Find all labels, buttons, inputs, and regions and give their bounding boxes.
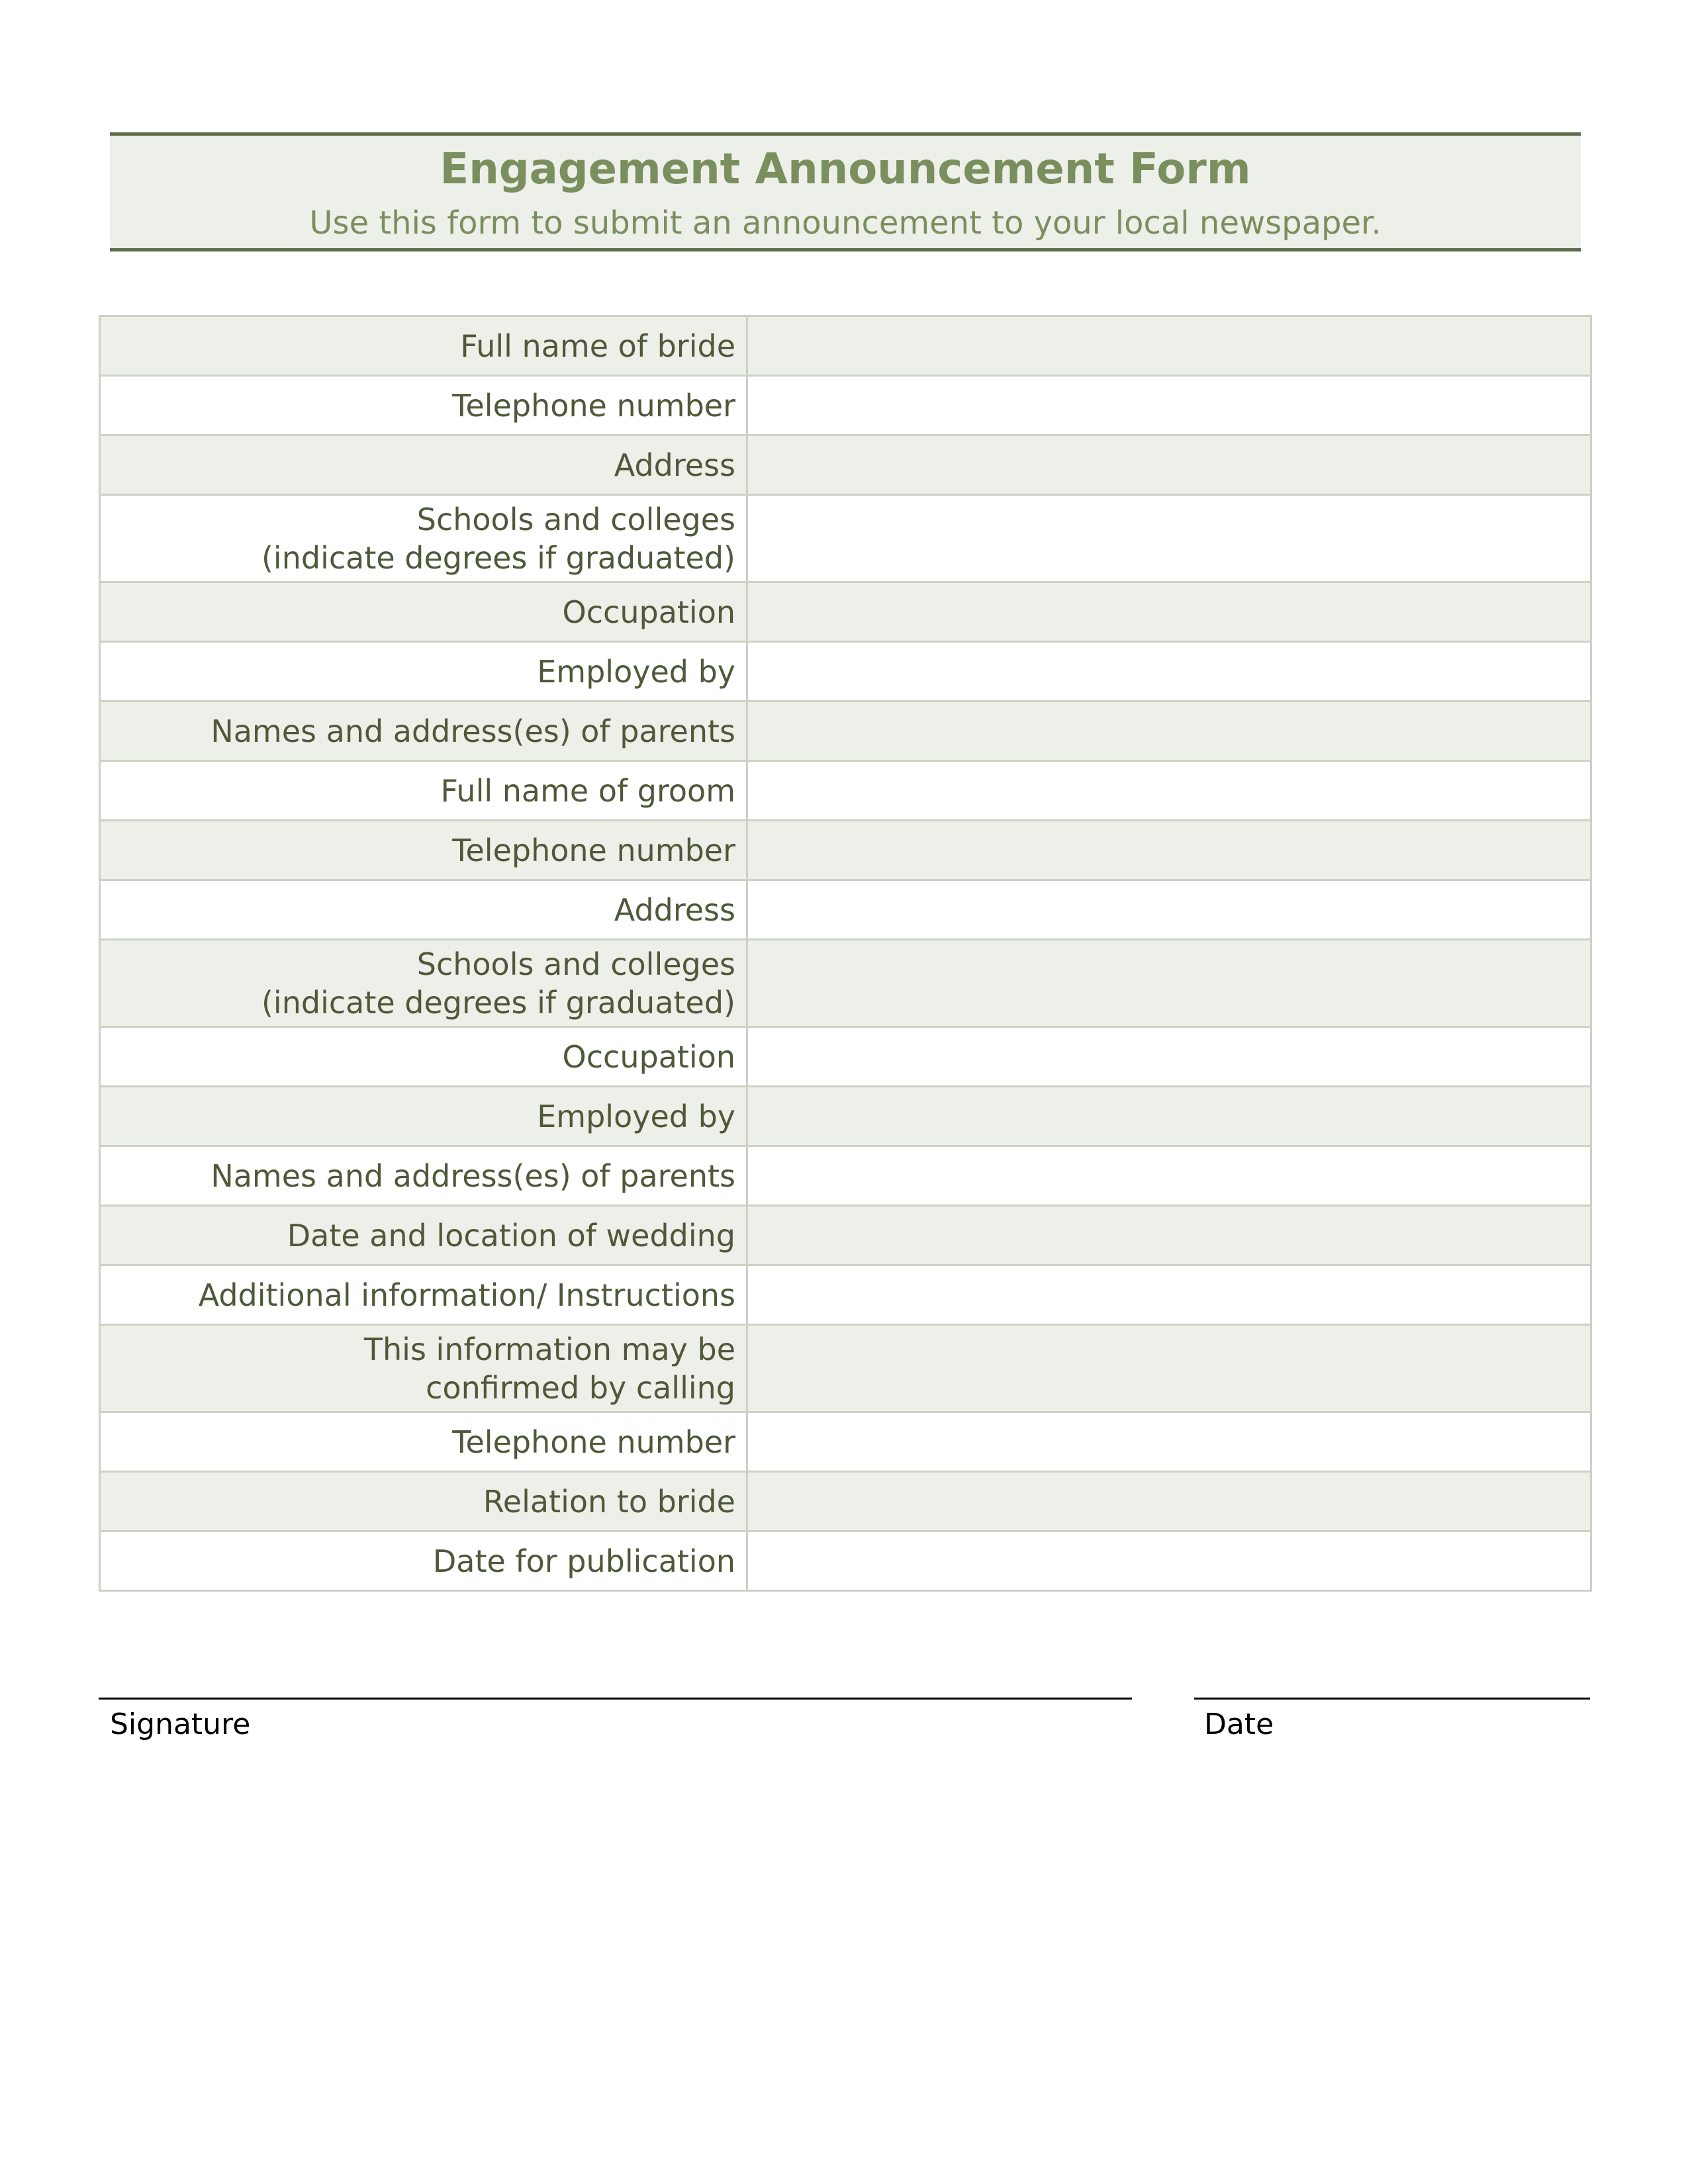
row-groom-telephone — [100, 821, 1591, 880]
row-groom-occupation — [100, 1027, 1591, 1087]
bride-employed-by-label: Employed by — [100, 642, 747, 702]
row-groom-schools — [100, 940, 1591, 1027]
bride-schools-label-line2: (indicate degrees if graduated) — [261, 539, 735, 576]
form-title: Engagement Announcement Form — [440, 145, 1251, 194]
form-header — [110, 132, 1581, 251]
additional-info-label: Additional information/ Instructions — [100, 1265, 747, 1325]
row-bride-parents — [100, 702, 1591, 761]
groom-occupation-label: Occupation — [100, 1027, 747, 1087]
bride-schools-field[interactable] — [747, 495, 1591, 582]
groom-telephone-field[interactable] — [747, 821, 1591, 880]
confirmation-telephone-field[interactable] — [747, 1412, 1591, 1472]
groom-schools-label — [100, 940, 747, 1027]
row-groom-address — [100, 880, 1591, 940]
date-line[interactable] — [1194, 1698, 1590, 1700]
groom-parents-label: Names and address(es) of parents — [100, 1146, 747, 1206]
confirmation-label-line2: confirmed by calling — [426, 1369, 735, 1406]
announcement-form-table — [99, 315, 1592, 1592]
bride-schools-label — [100, 495, 747, 582]
groom-employed-by-field[interactable] — [747, 1087, 1591, 1146]
bride-parents-field[interactable] — [747, 702, 1591, 761]
bride-schools-label-line1: Schools and colleges — [416, 501, 735, 537]
bride-parents-label: Names and address(es) of parents — [100, 702, 747, 761]
bride-telephone-field[interactable] — [747, 376, 1591, 435]
groom-full-name-label: Full name of groom — [100, 761, 747, 821]
publication-date-label: Date for publication — [100, 1531, 747, 1591]
groom-employed-by-label: Employed by — [100, 1087, 747, 1146]
wedding-date-location-label: Date and location of wedding — [100, 1206, 747, 1265]
groom-schools-label-line1: Schools and colleges — [416, 946, 735, 982]
relation-to-bride-field[interactable] — [747, 1472, 1591, 1531]
groom-schools-field[interactable] — [747, 940, 1591, 1027]
publication-date-field[interactable] — [747, 1531, 1591, 1591]
row-bride-telephone — [100, 376, 1591, 435]
signature-label: Signature — [110, 1707, 251, 1741]
groom-address-label: Address — [100, 880, 747, 940]
row-bride-address — [100, 435, 1591, 495]
confirmation-label-line1: This information may be — [363, 1331, 735, 1367]
row-confirmation — [100, 1325, 1591, 1412]
confirmation-label — [100, 1325, 747, 1412]
groom-address-field[interactable] — [747, 880, 1591, 940]
row-relation-to-bride — [100, 1472, 1591, 1531]
form-subtitle: Use this form to submit an announcement to your local newspaper. — [309, 205, 1382, 242]
groom-occupation-field[interactable] — [747, 1027, 1591, 1087]
bride-occupation-field[interactable] — [747, 582, 1591, 642]
bride-employed-by-field[interactable] — [747, 642, 1591, 702]
row-groom-full-name — [100, 761, 1591, 821]
row-confirmation-telephone — [100, 1412, 1591, 1472]
row-bride-occupation — [100, 582, 1591, 642]
row-publication-date — [100, 1531, 1591, 1591]
signature-line[interactable] — [99, 1698, 1132, 1700]
date-label: Date — [1204, 1707, 1274, 1741]
groom-telephone-label: Telephone number — [100, 821, 747, 880]
groom-schools-label-line2: (indicate degrees if graduated) — [261, 984, 735, 1021]
row-bride-schools — [100, 495, 1591, 582]
bride-occupation-label: Occupation — [100, 582, 747, 642]
relation-to-bride-label: Relation to bride — [100, 1472, 747, 1531]
row-bride-employed-by — [100, 642, 1591, 702]
additional-info-field[interactable] — [747, 1265, 1591, 1325]
confirmation-telephone-label: Telephone number — [100, 1412, 747, 1472]
row-wedding-date-location — [100, 1206, 1591, 1265]
row-bride-full-name — [100, 316, 1591, 376]
confirmation-name-field[interactable] — [747, 1325, 1591, 1412]
bride-full-name-label: Full name of bride — [100, 316, 747, 376]
groom-parents-field[interactable] — [747, 1146, 1591, 1206]
groom-full-name-field[interactable] — [747, 761, 1591, 821]
row-additional-info — [100, 1265, 1591, 1325]
bride-full-name-field[interactable] — [747, 316, 1591, 376]
row-groom-parents — [100, 1146, 1591, 1206]
wedding-date-location-field[interactable] — [747, 1206, 1591, 1265]
row-groom-employed-by — [100, 1087, 1591, 1146]
bride-address-field[interactable] — [747, 435, 1591, 495]
bride-telephone-label: Telephone number — [100, 376, 747, 435]
bride-address-label: Address — [100, 435, 747, 495]
